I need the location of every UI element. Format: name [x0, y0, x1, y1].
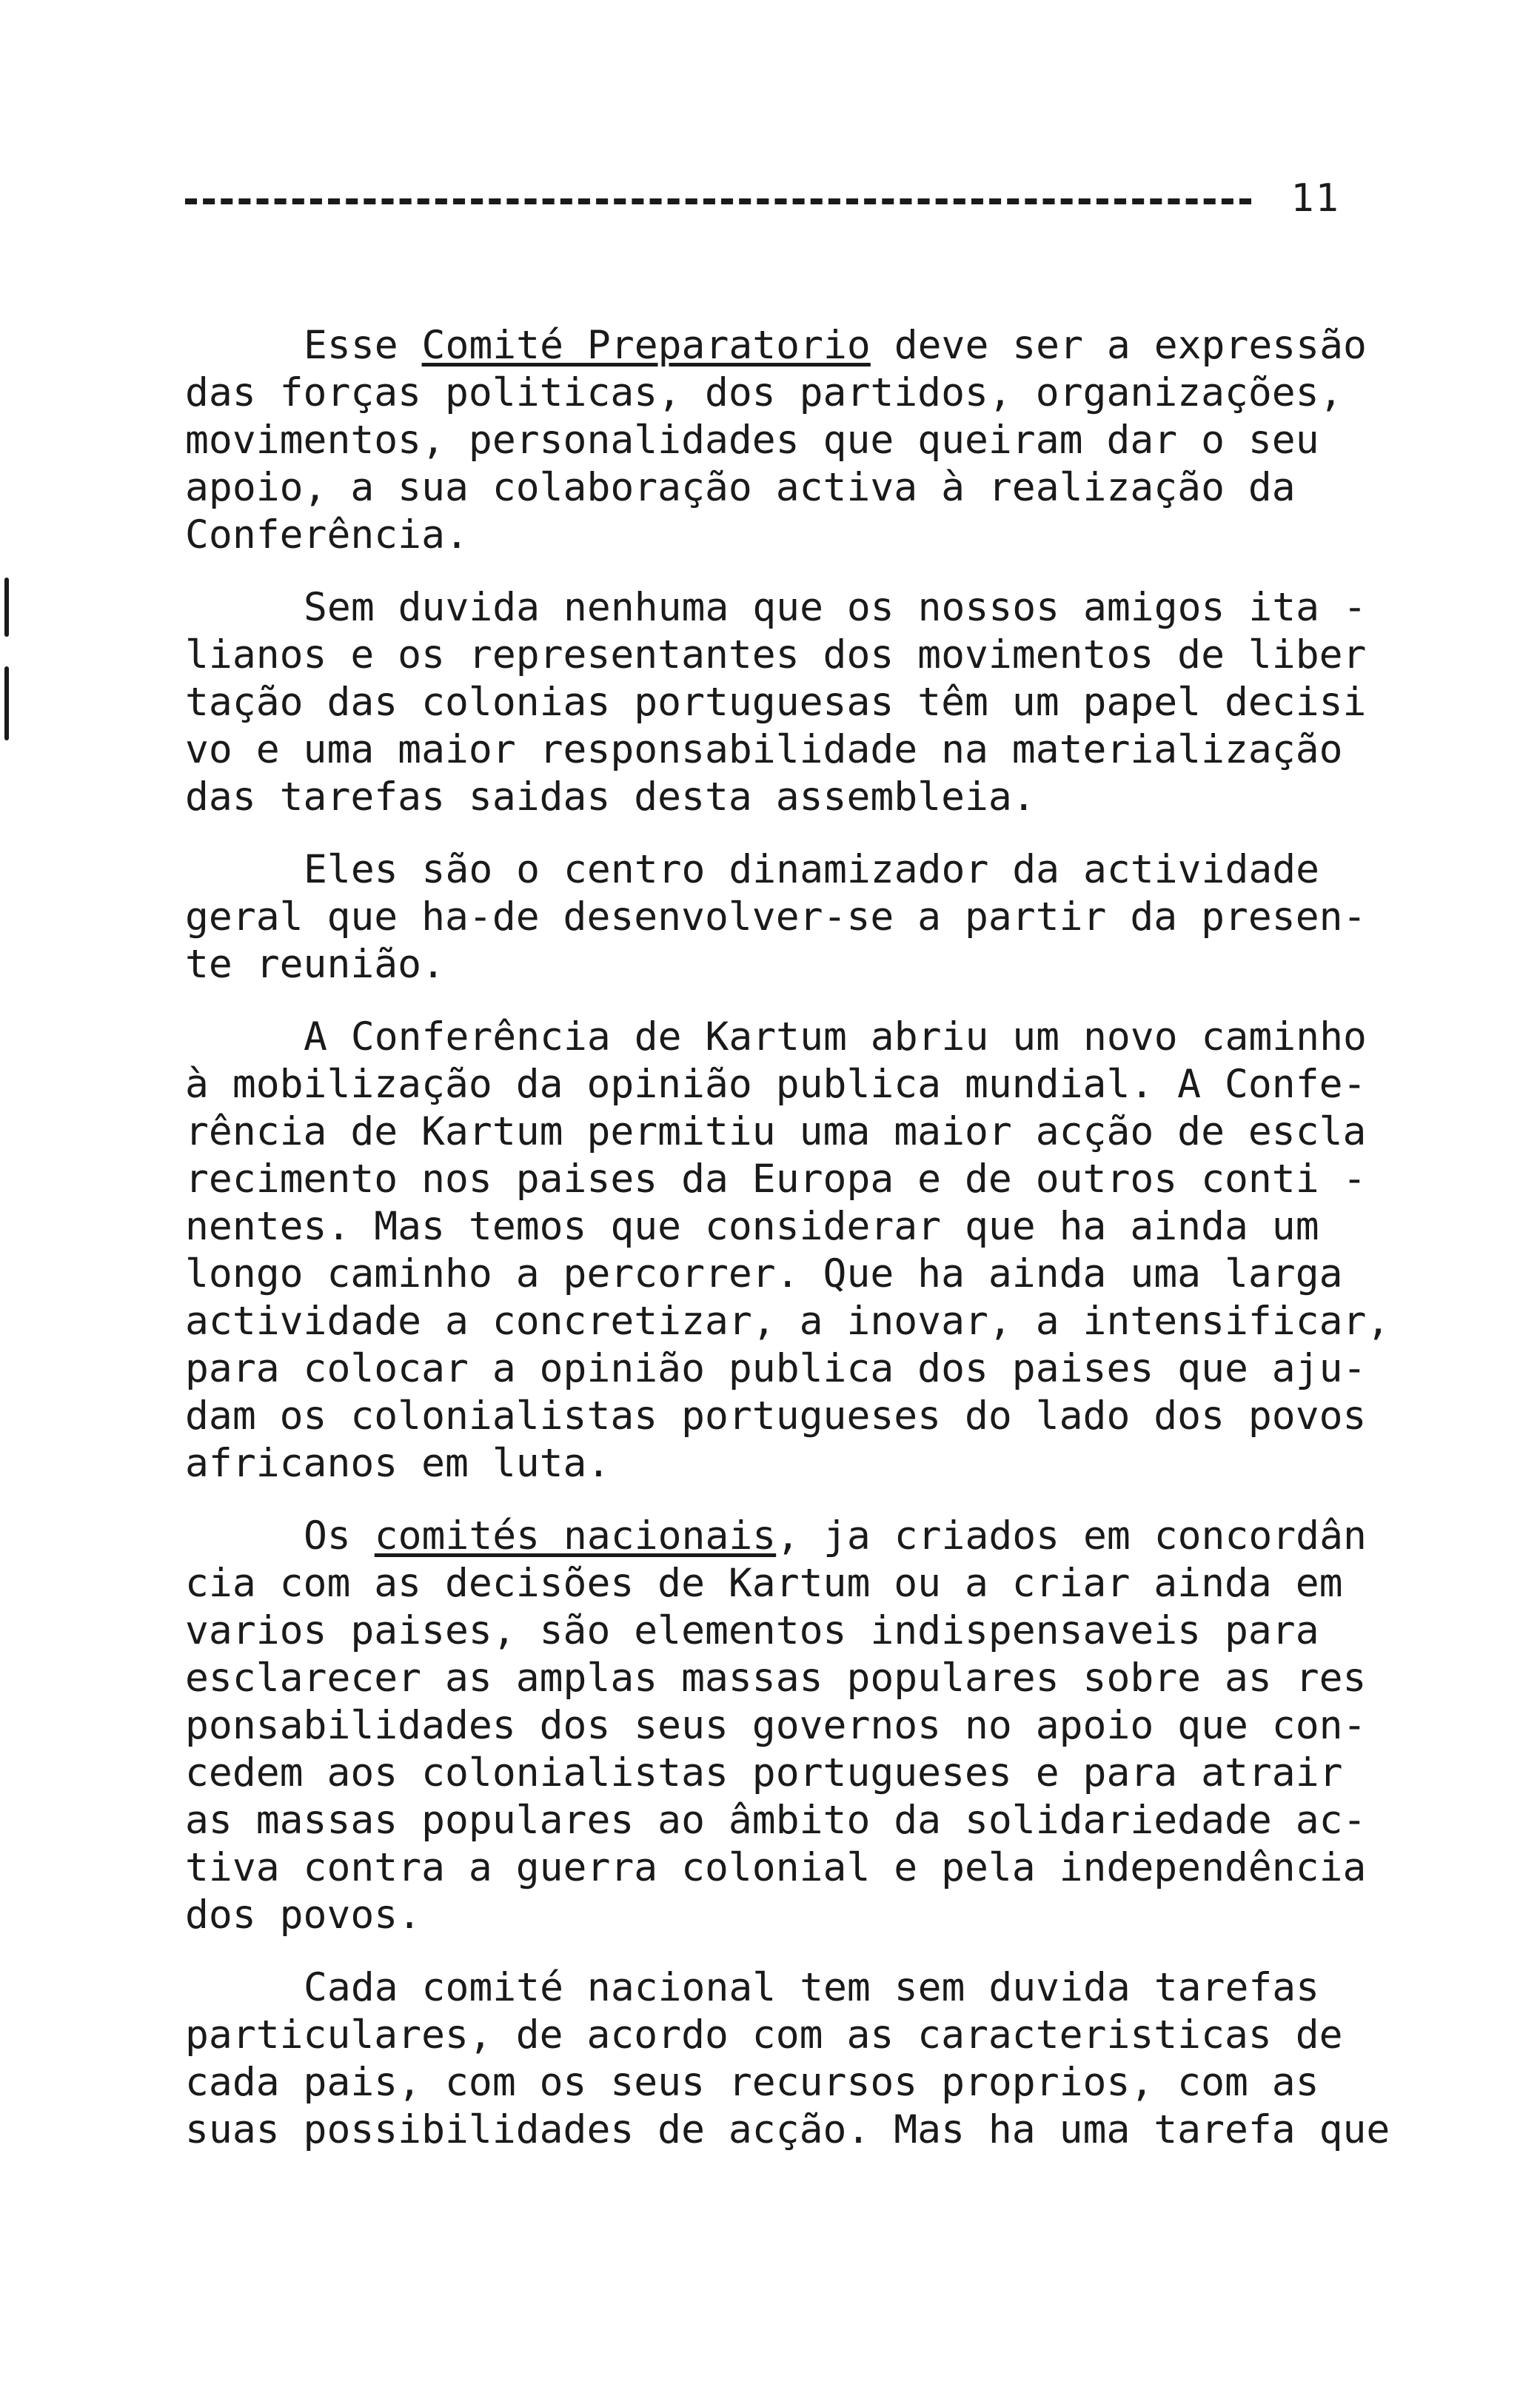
- text-line: [185, 1513, 1367, 1560]
- text-line: Cada comité nacional tem sem duvida tarefas: [304, 1965, 1320, 2010]
- page-header: [185, 176, 1340, 228]
- text-line: tiva contra a guerra colonial e pela independência: [185, 1845, 1367, 1890]
- text-line: actividade a concretizar, a inovar, a intensificar,: [185, 1299, 1390, 1344]
- underlined-term: Comité Preparatorio: [421, 323, 871, 368]
- text-line: para colocar a opinião publica dos paises que aju-: [185, 1346, 1367, 1391]
- text-line: das forças politicas, dos partidos, organizações,: [185, 370, 1343, 415]
- text-line: Conferência.: [185, 512, 469, 558]
- text-line: particulares, de acordo com as caracteristicas de: [185, 2012, 1343, 2058]
- text-line: recimento nos paises da Europa e de outros conti -: [185, 1157, 1367, 1202]
- text-line: cedem aos colonialistas portugueses e para atrair: [185, 1750, 1343, 1795]
- text-line: cia com as decisões de Kartum ou a criar ainda em: [185, 1561, 1343, 1606]
- text-line: esclarecer as amplas massas populares sobre as res: [185, 1656, 1367, 1701]
- page-number: 11: [1290, 176, 1340, 221]
- text-line: tação das colonias portuguesas têm um papel decisi: [185, 680, 1367, 725]
- paragraph: [185, 322, 1367, 559]
- text-line: ponsabilidades dos seus governos no apoio que con-: [185, 1703, 1367, 1748]
- text-line: rência de Kartum permitiu uma maior acção de escla: [185, 1109, 1367, 1154]
- paragraph: [185, 584, 1367, 821]
- text-segment: deve ser a expressão: [870, 323, 1367, 368]
- text-line: te reunião.: [185, 942, 445, 987]
- text-line: apoio, a sua colaboração activa à realização da: [185, 465, 1296, 510]
- binding-mark: [4, 578, 9, 637]
- paragraph: [185, 1014, 1390, 1487]
- text-line: nentes. Mas temos que considerar que ha ainda um: [185, 1204, 1319, 1249]
- dashed-rule: [185, 198, 1251, 204]
- text-line: das tarefas saidas desta assembleia.: [185, 774, 1036, 820]
- text-line: lianos e os representantes dos movimentos de liber: [185, 632, 1367, 677]
- text-line: Eles são o centro dinamizador da actividade: [304, 847, 1320, 892]
- text-line: varios paises, são elementos indispensaveis para: [185, 1608, 1319, 1653]
- text-line: dos povos.: [185, 1892, 422, 1938]
- text-segment: Os: [304, 1513, 375, 1559]
- text-line: africanos em luta.: [185, 1441, 611, 1486]
- text-line: à mobilização da opinião publica mundial. A Confe-: [185, 1062, 1367, 1107]
- body-text: [185, 322, 1390, 2179]
- text-line: geral que ha-de desenvolver-se a partir da presen-: [185, 894, 1367, 940]
- paragraph: [185, 846, 1367, 988]
- paragraph: [185, 1964, 1390, 2154]
- text-segment: , ja criados em concordân: [776, 1513, 1367, 1559]
- paragraph: [185, 1513, 1367, 1939]
- text-line: movimentos, personalidades que queiram dar o seu: [185, 418, 1319, 463]
- text-line: suas possibilidades de acção. Mas ha uma tarefa que: [185, 2107, 1390, 2152]
- text-line: as massas populares ao âmbito da solidariedade ac-: [185, 1798, 1367, 1843]
- binding-mark: [4, 666, 9, 740]
- text-line: [185, 322, 1367, 369]
- text-segment: Esse: [304, 323, 422, 368]
- text-line: longo caminho a percorrer. Que ha ainda uma larga: [185, 1251, 1343, 1296]
- text-line: A Conferência de Kartum abriu um novo caminho: [304, 1014, 1367, 1060]
- underlined-term: comités nacionais: [374, 1513, 777, 1559]
- text-line: dam os colonialistas portugueses do lado dos povos: [185, 1393, 1367, 1439]
- text-line: cada pais, com os seus recursos proprios, com as: [185, 2060, 1319, 2105]
- text-line: vo e uma maior responsabilidade na materialização: [185, 727, 1343, 772]
- text-line: Sem duvida nenhuma que os nossos amigos ita -: [304, 585, 1367, 630]
